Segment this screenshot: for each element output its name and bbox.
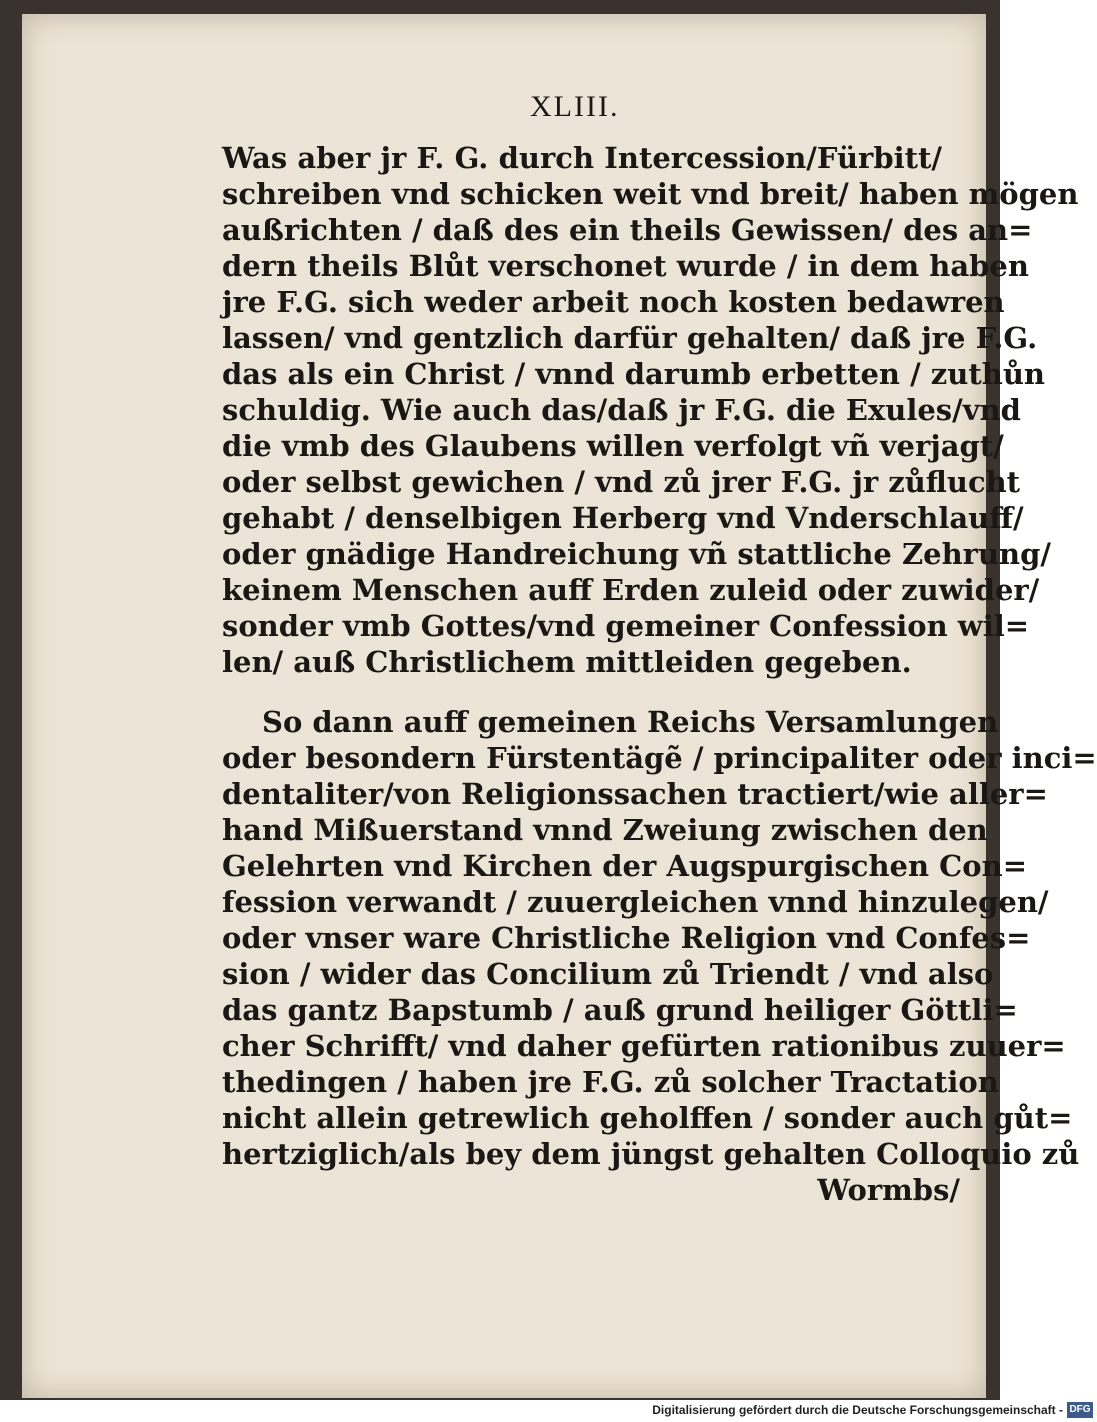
text-line: len/ auß Christlichem mittleiden gegeben. xyxy=(222,645,912,679)
funding-credit: Digitalisierung gefördert durch die Deutsche Forschungsgemeinschaft - xyxy=(652,1403,1063,1417)
text-line: hand Mißuerstand vnnd Zweiung zwischen den xyxy=(222,813,988,847)
text-line: thedingen / haben jre F.G. zů solcher Tractation xyxy=(222,1065,999,1099)
text-line: keinem Menschen auff Erden zuleid oder zuwider/ xyxy=(222,573,1040,607)
text-line: die vmb des Glaubens willen verfolgt vñ verjagt/ xyxy=(222,429,1004,463)
text-line: dern theils Blůt verschonet wurde / in dem haben xyxy=(222,249,1029,283)
book-page xyxy=(22,14,1097,1398)
text-line: oder besondern Fürstentägẽ / principaliter oder inci= xyxy=(222,741,1097,775)
text-line: nicht allein getrewlich geholffen / sonder auch gůt= xyxy=(222,1101,1073,1135)
text-line: lassen/ vnd gentzlich darfür gehalten/ daß jre F.G. xyxy=(222,321,1038,355)
text-line: schreiben vnd schicken weit vnd breit/ haben mögen xyxy=(222,177,1079,211)
text-line: oder vnser ware Christliche Religion vnd Confes= xyxy=(222,921,1031,955)
text-line: dentaliter/von Religionssachen tractiert/wie aller= xyxy=(222,777,1048,811)
folio-number: XLIII. xyxy=(530,90,620,123)
text-line: oder gnädige Handreichung vñ stattliche Zehrung/ xyxy=(222,537,1051,571)
dfg-logo: DFG xyxy=(1067,1402,1093,1418)
page-text-block xyxy=(22,14,1097,1398)
text-line: das als ein Christ / vnnd darumb erbetten / zuthůn xyxy=(222,357,1045,391)
text-line: Was aber jr F. G. durch Intercession/Fürbitt/ xyxy=(222,141,942,175)
text-line: cher Schrifft/ vnd daher gefürten rationibus zuuer= xyxy=(222,1029,1066,1063)
text-line: fession verwandt / zuuergleichen vnnd hinzulegen/ xyxy=(222,885,1049,919)
text-line: gehabt / denselbigen Herberg vnd Vnderschlauff/ xyxy=(222,501,1024,535)
text-line: außrichten / daß des ein theils Gewissen/ des an= xyxy=(222,213,1033,247)
text-line: So dann auff gemeinen Reichs Versamlungen xyxy=(262,705,999,739)
text-line: schuldig. Wie auch das/daß jr F.G. die Exules/vnd xyxy=(222,393,1021,427)
text-line: jre F.G. sich weder arbeit noch kosten bedawren xyxy=(222,285,1005,319)
text-line: das gantz Bapstumb / auß grund heiliger Göttli= xyxy=(222,993,1018,1027)
text-line: sion / wider das Concilium zů Triendt / vnd also xyxy=(222,957,994,991)
text-line: oder selbst gewichen / vnd zů jrer F.G. jr zůflucht xyxy=(222,465,1021,499)
catchword: Wormbs/ xyxy=(817,1173,960,1207)
text-line: sonder vmb Gottes/vnd gemeiner Confession wil= xyxy=(222,609,1030,643)
text-line: hertziglich/als bey dem jüngst gehalten Colloquio zů xyxy=(222,1137,1080,1171)
text-line: Gelehrten vnd Kirchen der Augspurgischen Con= xyxy=(222,849,1027,883)
